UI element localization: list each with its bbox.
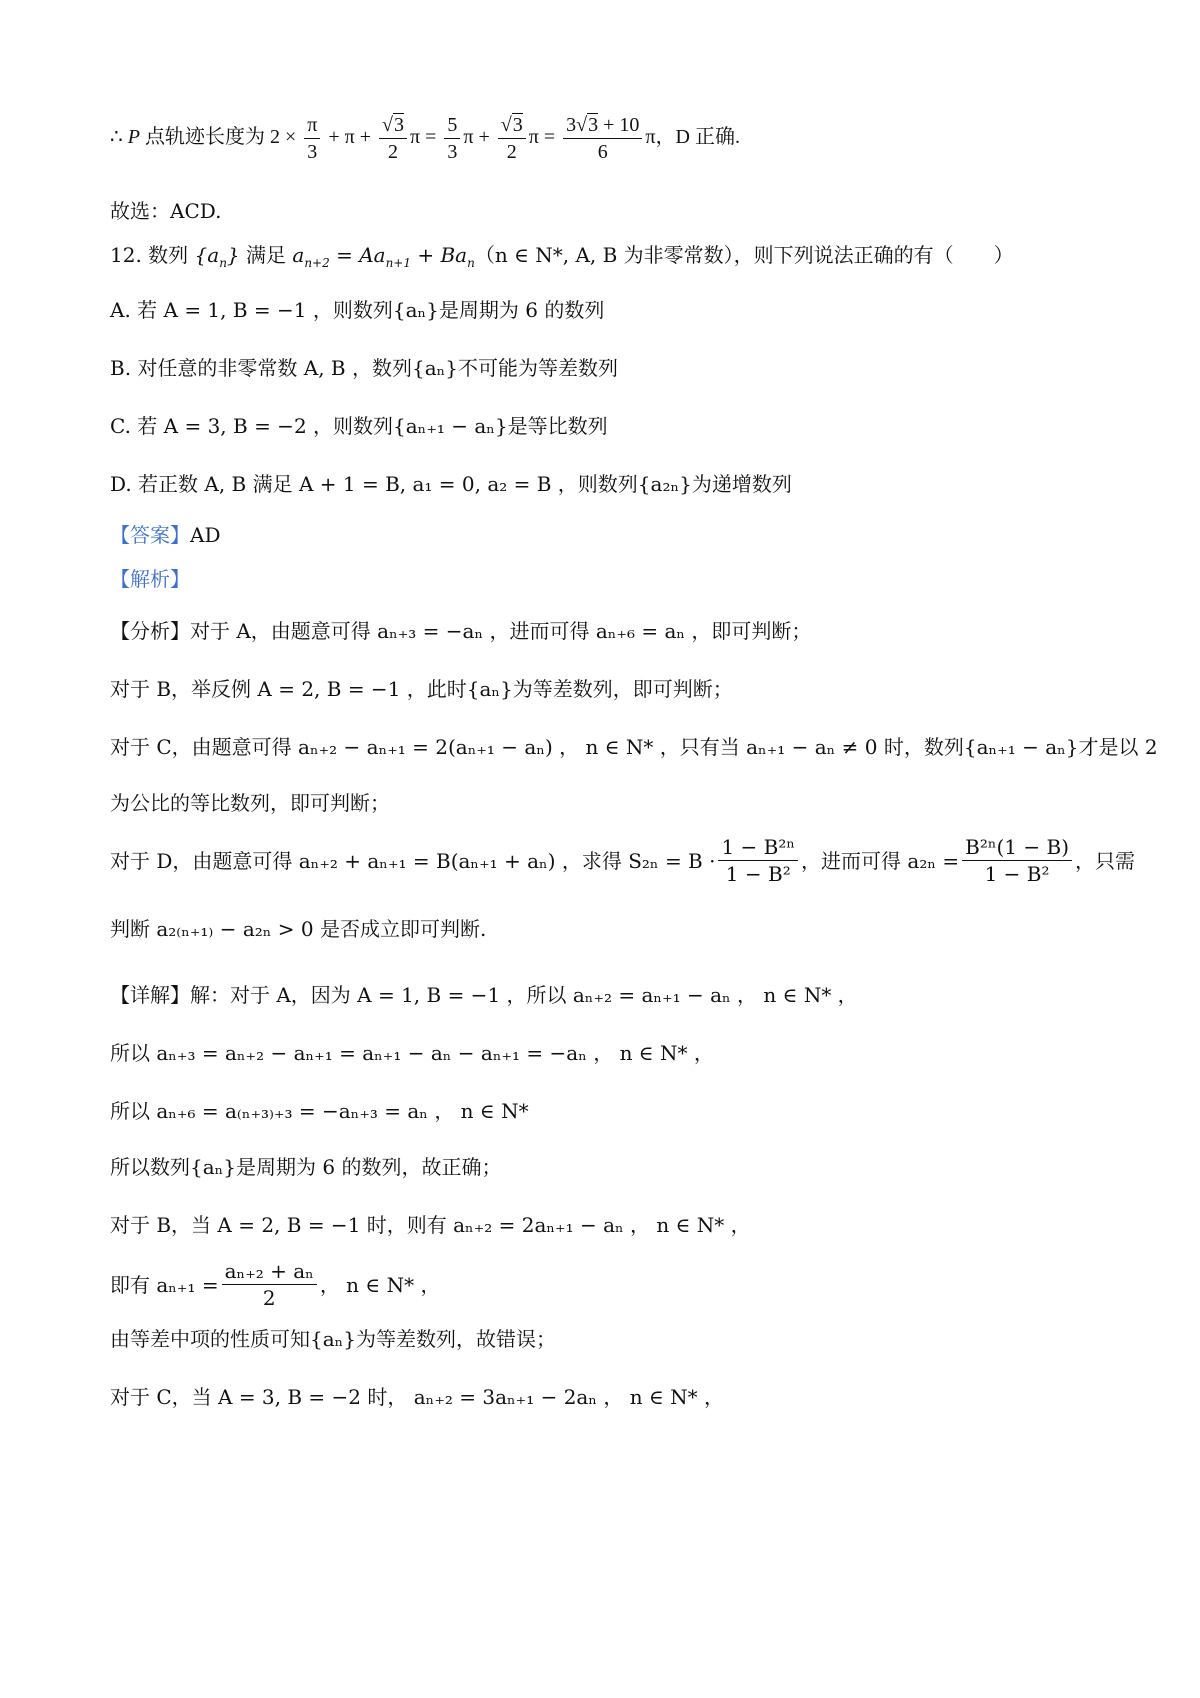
- expr: π =: [409, 126, 442, 149]
- detail-a-4: 所以数列{aₙ}是周期为 6 的数列，故正确；: [110, 1155, 502, 1179]
- fraction-mean: $\frac{\text{aₙ₊₂ + aₙ}}{2}$: [222, 1258, 317, 1311]
- question-12-stem: 12. 数列 $\{a_n\}$ 满足 $a_{n+2} = Aa_{n+1} + Ba_n(n$ ∈ N*, A, B 为非零常数），则下列说法正确的有（ ）: [110, 243, 1014, 270]
- analysis-d-1: 对于 D，由题意可得 aₙ₊₂ + aₙ₊₁ = B(aₙ₊₁ + aₙ) ，求得 S₂ₙ = B · $\frac{\text{1 − B²ⁿ}}{\text{1 − B²}}$ ，进而可得 a₂ₙ = $\frac{\text{B²ⁿ(1 − B)}}{\text{1 − B²}}$ ，只需: [110, 835, 1135, 886]
- fraction-a2n: $\frac{\text{B²ⁿ(1 − B)}}{\text{1 − B²}}$: [962, 834, 1072, 887]
- expr: π +: [463, 126, 495, 149]
- option-a: A. 若 A = 1, B = −1 ，则数列{aₙ}是周期为 6 的数列: [110, 298, 605, 322]
- analysis-c-2: 为公比的等比数列，即可判断；: [110, 791, 390, 815]
- fraction-result: $\frac{3√3 + 10}{6}$: [563, 112, 642, 165]
- analysis-c-1: 对于 C，由题意可得 aₙ₊₂ − aₙ₊₁ = 2(aₙ₊₁ − aₙ) ， n ∈ N* ，只有当 aₙ₊₁ − aₙ ≠ 0 时，数列{aₙ₊₁ − aₙ}才是以 2: [110, 735, 1158, 759]
- text: 点轨迹长度为: [139, 126, 265, 149]
- option-d: D. 若正数 A, B 满足 A + 1 = B, a₁ = 0, a₂ = B ，则数列{a₂ₙ}为递增数列: [110, 472, 792, 496]
- detail-b-2: 即有 aₙ₊₁ = $\frac{\text{aₙ₊₂ + aₙ}}{2}$ ， n ∈ N* ，: [110, 1259, 441, 1310]
- detail-a-1: 【详解】解：对于 A，因为 A = 1, B = −1 ，所以 aₙ₊₂ = aₙ₊₁ − aₙ ， n ∈ N* ，: [110, 983, 858, 1007]
- option-c: C. 若 A = 3, B = −2 ，则数列{aₙ₊₁ − aₙ}是等比数列: [110, 414, 608, 438]
- analysis-a: 【分析】对于 A，由题意可得 aₙ₊₃ = −aₙ ，进而可得 aₙ₊₆ = aₙ ，即可判断；: [110, 619, 812, 643]
- fraction-5-over-3: $\frac{5}{3}$: [444, 112, 460, 165]
- answer-tag: 【答案】: [110, 523, 190, 547]
- analysis-heading: 【解析】: [110, 567, 190, 591]
- detail-b-3: 由等差中项的性质可知{aₙ}为等差数列，故错误；: [110, 1327, 557, 1351]
- answer-value: AD: [190, 523, 221, 547]
- text: ，D 正确.: [655, 126, 740, 149]
- selection-line: 故选：ACD.: [110, 199, 222, 223]
- detail-a-2: 所以 aₙ₊₃ = aₙ₊₂ − aₙ₊₁ = aₙ₊₁ − aₙ − aₙ₊₁ = −aₙ ， n ∈ N* ，: [110, 1041, 714, 1065]
- fraction-sqrt3-over-2-b: $\frac{√3}{2}$: [498, 112, 526, 165]
- expr: π: [645, 126, 656, 149]
- expr: π =: [528, 126, 561, 149]
- therefore-symbol: ∴: [110, 126, 128, 149]
- option-b: B. 对任意的非零常数 A, B ，数列{aₙ}不可能为等差数列: [110, 356, 619, 380]
- expr: + π +: [323, 126, 376, 149]
- analysis-b: 对于 B，举反例 A = 2, B = −1 ，此时{aₙ}为等差数列，即可判断；: [110, 677, 733, 701]
- expr: 2 ×: [269, 126, 302, 149]
- detail-b-1: 对于 B，当 A = 2, B = −1 时，则有 aₙ₊₂ = 2aₙ₊₁ − aₙ ， n ∈ N* ，: [110, 1213, 751, 1237]
- trajectory-length-line: [110, 112, 740, 165]
- analysis-d-2: 判断 a₂₍ₙ₊₁₎ − a₂ₙ > 0 是否成立即可判断.: [110, 917, 487, 941]
- fraction-s2n: $\frac{\text{1 − B²ⁿ}}{\text{1 − B²}}$: [718, 834, 798, 887]
- detail-a-3: 所以 aₙ₊₆ = a₍ₙ₊₃₎₊₃ = −aₙ₊₃ = aₙ ， n ∈ N*: [110, 1099, 529, 1123]
- var-p: P: [127, 126, 140, 149]
- answer-line: [110, 520, 220, 550]
- fraction-sqrt3-over-2: $\frac{√3}{2}$: [379, 112, 407, 165]
- fraction-pi-over-3: $\frac{\pi}{3}$: [304, 112, 320, 165]
- detail-c-1: 对于 C，当 A = 3, B = −2 时， aₙ₊₂ = 3aₙ₊₁ − 2aₙ ， n ∈ N* ，: [110, 1385, 724, 1409]
